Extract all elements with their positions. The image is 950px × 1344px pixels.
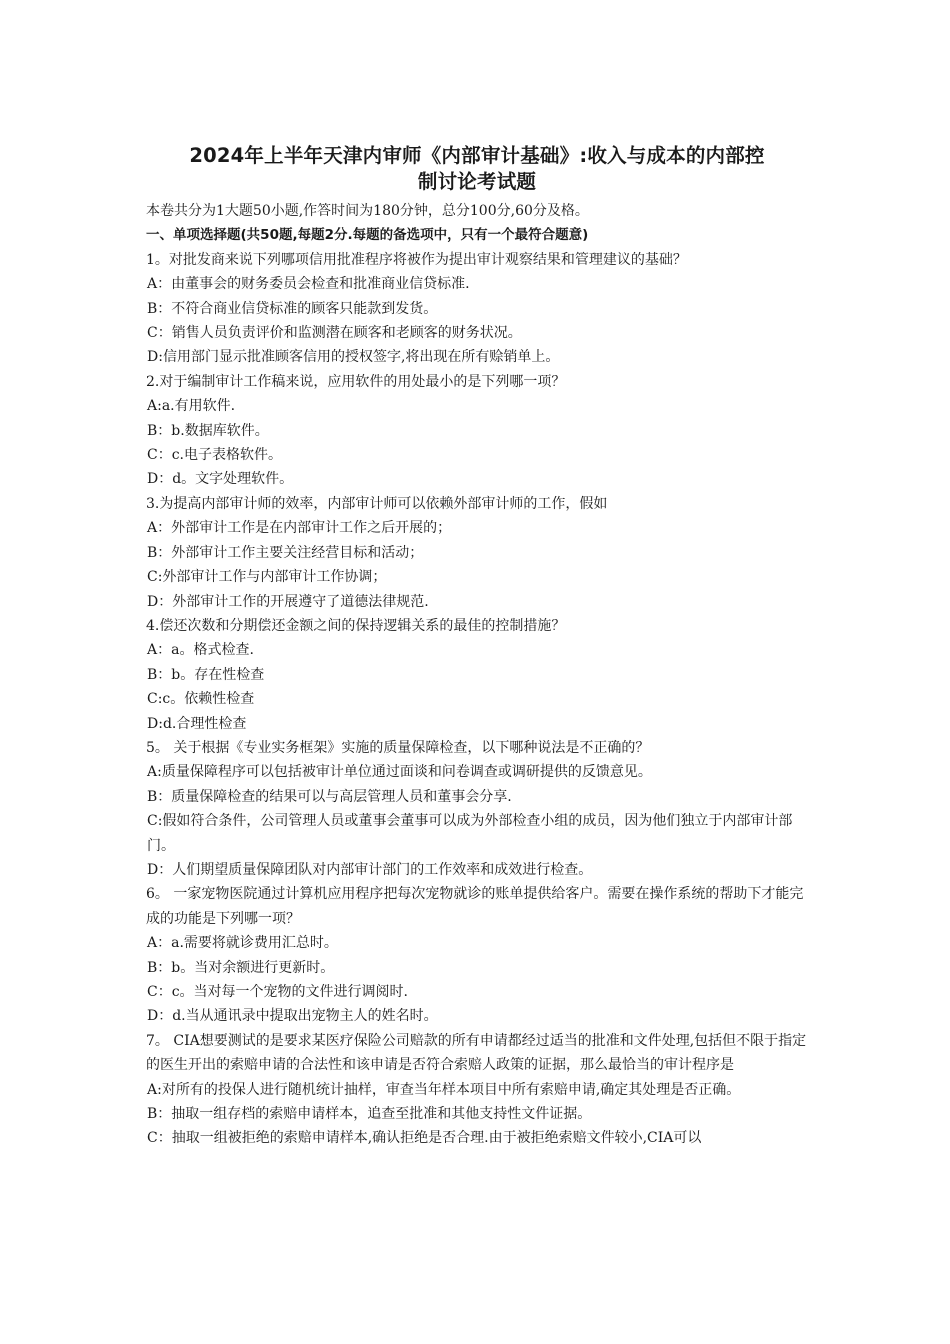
title-line-1: 2024年上半年天津内审师《内部审计基础》:收入与成本的内部控: [189, 144, 765, 167]
question-stem: 5。 关于根据《专业实务框架》实施的质量保障检查，以下哪种说法是不正确的？: [146, 739, 650, 756]
question-option: A:a.有用软件.: [147, 398, 236, 415]
question-option: D：d。文字处理软件。: [147, 471, 294, 488]
question-option: A：a.需要将就诊费用汇总时。: [147, 935, 338, 952]
question-option: D：d.当从通讯录中提取出宠物主人的姓名时。: [147, 1008, 438, 1025]
question-option: C：销售人员负责评价和监测潜在顾客和老顾客的财务状况。: [147, 325, 522, 342]
question-option: B：抽取一组存档的索赔申请样本，追查至批准和其他支持性文件证据。: [147, 1106, 592, 1123]
question-option: D：人们期望质量保障团队对内部审计部门的工作效率和成效进行检查。: [147, 861, 593, 878]
question-option: A：由董事会的财务委员会检查和批准商业信贷标准.: [147, 276, 470, 293]
question-option: A：外部审计工作是在内部审计工作之后开展的；: [147, 520, 452, 537]
question-option: B：b。存在性检查: [147, 666, 265, 683]
question-option: A：a。格式检查.: [147, 642, 254, 659]
question-option: B：不符合商业信贷标准的顾客只能款到发货。: [147, 300, 438, 317]
question-option: C:c。依赖性检查: [147, 691, 255, 708]
question-option: B：b。当对余额进行更新时。: [147, 959, 335, 976]
title-line-2: 制讨论考试题: [417, 170, 537, 193]
exam-intro: 本卷共分为1大题50小题,作答时间为180分钟，总分100分,60分及格。: [146, 203, 589, 219]
question-option: B：b.数据库软件。: [147, 422, 269, 439]
question-option: D:信用部门显示批准顾客信用的授权签字,将出现在所有赊销单上。: [147, 349, 560, 366]
question-stem: 2.对于编制审计工作稿来说，应用软件的用处最小的是下列哪一项？: [146, 373, 566, 390]
question-option: C:外部审计工作与内部审计工作协调；: [147, 569, 387, 586]
question-stem: 6。 一家宠物医院通过计算机应用程序把每次宠物就诊的账单提供给客户。需要在操作系统的帮助下才能完成的功能是下列哪一项？: [146, 886, 804, 927]
question-stem: 4.偿还次数和分期偿还金额之间的保持逻辑关系的最佳的控制措施？: [146, 617, 566, 634]
question-option: C:假如符合条件，公司管理人员或董事会董事可以成为外部检查小组的成员，因为他们独立于内部审计部门。: [147, 813, 793, 854]
question-option: C：c.电子表格软件。: [147, 447, 283, 464]
section-heading: 一、单项选择题(共50题,每题2分.每题的备选项中，只有一个最符合题意): [146, 227, 589, 244]
document-page: [146, 143, 808, 1151]
question-option: A:质量保障程序可以包括被审计单位通过面谈和问卷调查或调研提供的反馈意见。: [147, 764, 652, 781]
question-option: A:对所有的投保人进行随机统计抽样，审查当年样本项目中所有索赔申请,确定其处理是否正确。: [147, 1081, 741, 1098]
question-stem: 7。 CIA想要测试的是要求某医疗保险公司赔款的所有申请都经过适当的批准和文件处理,包括但不限于指定的医生开出的索赔申请的合法性和该申请是否符合索赔人政策的证据，那么最恰当的审计程序是: [146, 1032, 807, 1074]
question-option: D:d.合理性检查: [147, 715, 247, 732]
question-stem: 1。对批发商来说下列哪项信用批准程序将被作为提出审计观察结果和管理建议的基础？: [146, 251, 687, 268]
question-stem: 3.为提高内部审计师的效率，内部审计师可以依赖外部审计师的工作，假如: [146, 495, 608, 512]
question-option: B：外部审计工作主要关注经营目标和活动；: [147, 544, 424, 561]
question-option: C：c。当对每一个宠物的文件进行调阅时.: [147, 984, 409, 1000]
question-option: B：质量保障检查的结果可以与高层管理人员和董事会分享.: [147, 788, 512, 805]
question-option: C：抽取一组被拒绝的索赔申请样本,确认拒绝是否合理.由于被拒绝索赔文件较小,CIA可以: [147, 1130, 702, 1147]
document-title: [146, 143, 808, 195]
question-option: D：外部审计工作的开展遵守了道德法律规范.: [147, 593, 429, 610]
